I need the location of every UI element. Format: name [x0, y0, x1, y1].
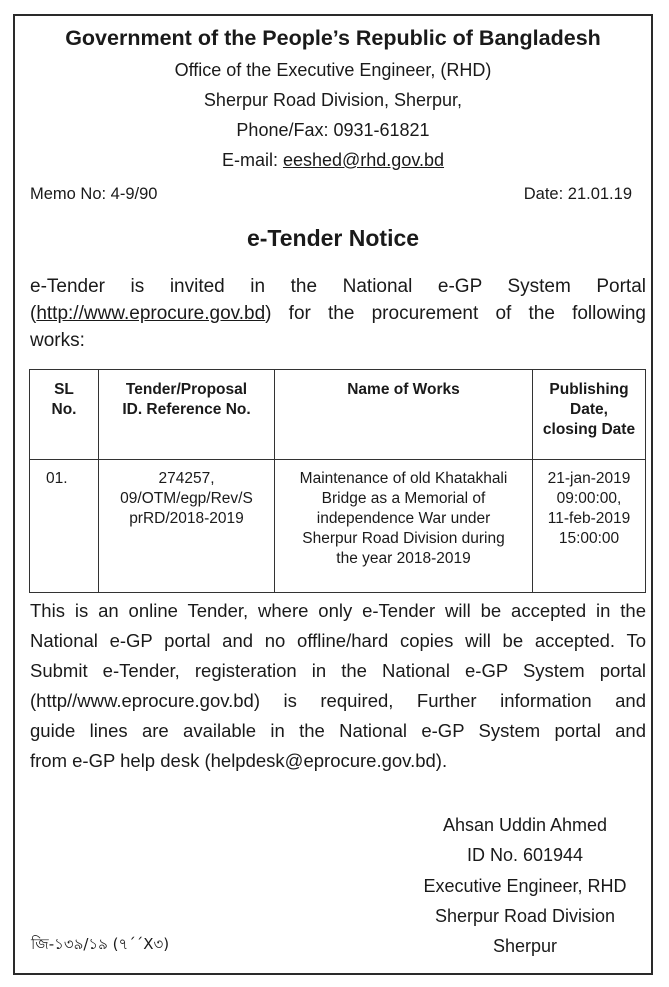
government-heading: Government of the People’s Republic of Bangladesh — [65, 26, 601, 50]
footer-code: জি-১৩৯/১৯ (৭´´X৩) — [31, 935, 170, 953]
cell-name-of-works: Maintenance of old Khatakhali Bridge as a Memorial of independence War under Sherpur Road Division during the year 2018-2019 — [275, 460, 533, 593]
email-link[interactable]: eeshed@rhd.gov.bd — [282, 150, 445, 170]
body-line: (http//www.eprocure.gov.bd) is required, Further information and — [30, 690, 646, 711]
body-line: Submit e-Tender, registeration in the National e-GP System portal — [30, 660, 646, 681]
col-header-tender-id: Tender/Proposal ID. Reference No. — [99, 370, 275, 460]
notice-frame — [13, 14, 653, 975]
email-label: E-mail: — [221, 150, 283, 170]
phone-line: Phone/Fax: 0931-61821 — [236, 120, 430, 140]
body-line: from e-GP help desk (helpdesk@eprocure.gov.bd). — [30, 750, 448, 771]
col-header-sl: SL No. — [30, 370, 99, 460]
office-line: Office of the Executive Engineer, (RHD) — [174, 60, 492, 80]
col-header-publishing-date: Publishing Date, closing Date — [533, 370, 646, 460]
notice-date: Date: 21.01.19 — [523, 185, 632, 203]
cell-publishing-date: 21-jan-2019 09:00:00, 11-feb-2019 15:00:00 — [533, 460, 646, 593]
email-line — [15, 150, 651, 171]
intro-line: works: — [30, 330, 85, 351]
intro-paragraph — [30, 273, 646, 354]
memo-number: Memo No: 4-9/90 — [30, 185, 158, 203]
signatory-place: Sherpur — [492, 936, 558, 956]
eprocure-link[interactable]: http://www.eprocure.gov.bd — [36, 303, 266, 324]
body-line: guide lines are available in the National e-GP System portal and — [30, 720, 646, 741]
tender-table — [29, 369, 646, 593]
body-line: This is an online Tender, where only e-Tender will be accepted in the — [30, 600, 646, 621]
signatory-name: Ahsan Uddin Ahmed — [442, 815, 608, 835]
intro-line: e-Tender is invited in the National e-GP System Portal — [30, 276, 646, 297]
body-paragraph — [30, 596, 646, 776]
cell-tender-id: 274257, 09/OTM/egp/Rev/S prRD/2018-2019 — [99, 460, 275, 593]
col-header-name-of-works: Name of Works — [275, 370, 533, 460]
intro-line: (http://www.eprocure.gov.bd) for the procurement of the following — [30, 303, 646, 324]
signatory-division: Sherpur Road Division — [434, 906, 616, 926]
cell-sl: 01. — [30, 460, 99, 593]
body-line: National e-GP portal and no offline/hard copies will be accepted. To — [30, 630, 646, 651]
signatory-id: ID No. 601944 — [466, 845, 584, 865]
table-header-row — [30, 370, 646, 460]
notice-title: e-Tender Notice — [246, 225, 420, 251]
division-line: Sherpur Road Division, Sherpur, — [203, 90, 463, 110]
signatory-designation: Executive Engineer, RHD — [423, 876, 627, 896]
table-row — [30, 460, 646, 593]
